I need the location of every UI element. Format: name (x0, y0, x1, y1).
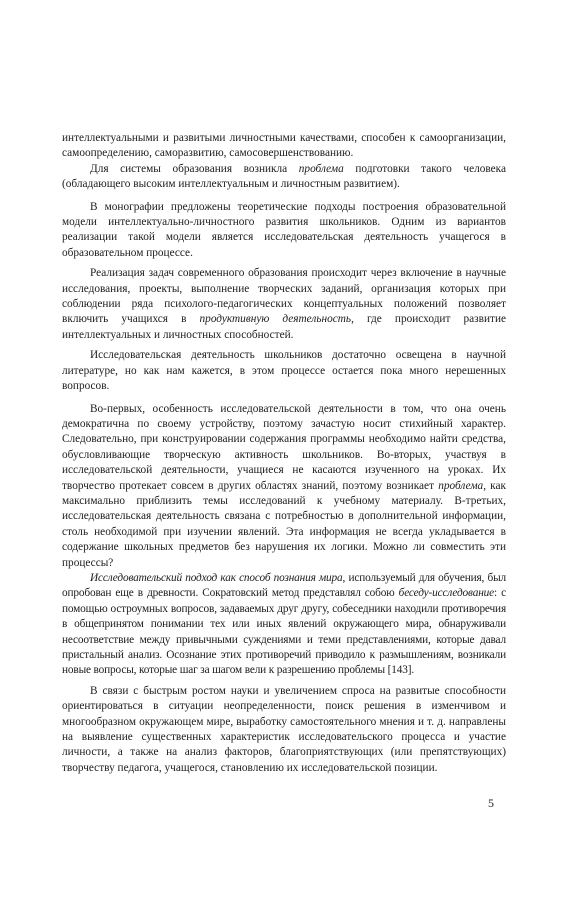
paragraph-2: Для системы образования возникла проблема подготовки такого человека (обладающего высоким интеллектуальным и личностным развитием). (62, 162, 506, 191)
paragraph-5: Исследовательская деятельность школьников достаточно освещена в научной литературе, но как нам кажется, в этом процессе остается пока много нерешенных вопросов. (62, 349, 506, 393)
paragraph-8: В связи с быстрым ростом науки и увеличением спроса на развитые способности ориентироваться в ситуации неопределенности, поиск решения в изменчивом и многообразном окружающем мире, выработку самостоятельного мнения и т. д. направлены на выявление существенных характеристик исследовательского процесса и участие личности, а также на анализ факторов, благоприятствующих (или препятствующих) творчеству педагога, учащегося, становлению их исследовательской позиции. (62, 684, 506, 774)
paragraph-3: В монографии предложены теоретические подходы построения образовательной модели интеллектуально-личностного развития школьников. Одним из вариантов реализации такой модели является исследовательская деятельность учащегося в образовательном процессе. (62, 200, 506, 259)
paragraph-4: Реализация задач современного образования происходит через включение в научные исследования, проекты, выполнение творческих заданий, организация которых при соблюдении ряда психолого-педагогических концептуальных положений позволяет включить учащихся в продуктивную деятельность, где происходит развитие интеллектуальных и личностных способностей. (62, 267, 507, 341)
italic-phrase: проблема (438, 479, 484, 492)
italic-phrase: продуктивную деятельность (199, 313, 352, 326)
italic-phrase: Исследовательский подход как способ познания мира (90, 571, 343, 584)
italic-phrase: беседу-исследование (398, 587, 495, 600)
paragraph-7: Исследовательский подход как способ познания мира, используемый для обучения, был опробован еще в древности. Сократовский метод представлял собою беседу-исследование: с помощью остроумных вопросов, задаваемых друг другу, собеседники находили противоречия в общепринятом понимании тех или иных явлений окружающего мира, обнаруживали несоответствие между привычными суждениями и теми представлениями, которые давал пристальный анализ. Осознание этих противоречий приводило к размышлениям, возникали новые вопросы, которые шаг за шагом вели к разрешению проблемы [143]. (62, 571, 506, 677)
body-text (62, 131, 506, 776)
paragraph-1: интеллектуальными и развитыми личностными качествами, способен к самоорганизации, самоопределению, саморазвитию, самосовершенствованию. (62, 132, 506, 160)
paragraph-6: Во-первых, особенность исследовательской деятельности в том, что она очень демократична по своему устройству, поэтому зачастую носит стихийный характер. Следовательно, при конструировании содержания программы необходимо найти средства, обусловливающие творческую активность школьников. Во-вторых, участвуя в исследовательской деятельности, учащиеся не касаются изученного на уроках. Их творчество протекает совсем в других областях знаний, поэтому возникает проблема, как максимально приблизить темы исследований к учебному материалу. В-третьих, исследовательская деятельность связана с потребностью в дополнительной информации, столь необходимой при изучении явлений. Эта информация не всегда укладывается в содержание школьных предметов без нарушения их логики. Можно ли совместить эти процессы? (62, 402, 507, 569)
page-number: 5 (488, 796, 494, 810)
italic-phrase: проблема (298, 162, 344, 175)
